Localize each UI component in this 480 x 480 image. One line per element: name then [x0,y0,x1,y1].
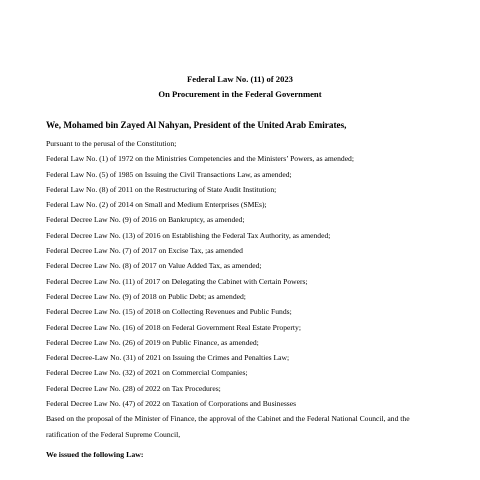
citation-line: Federal Law No. (8) of 2011 on the Restructuring of State Audit Institution; [46,184,277,194]
citation-line: Federal Decree Law No. (11) of 2017 on Delegating the Cabinet with Certain Powers; [46,276,308,286]
citation-line: Federal Decree Law No. (26) of 2019 on Public Finance, as amended; [46,337,259,347]
issued-heading: We issued the following Law: [46,449,144,459]
law-subject-heading: On Procurement in the Federal Government [158,89,322,99]
law-number-heading: Federal Law No. (11) of 2023 [187,74,293,84]
citation-line: Federal Law No. (2) of 2014 on Small and Medium Enterprises (SMEs); [46,200,267,210]
law-title [24,72,456,102]
citation-line: Federal Decree Law No. (9) of 2018 on Public Debt; as amended; [46,291,246,301]
citation-line: Federal Decree Law No. (7) of 2017 on Excise Tax, ;as amended [46,246,243,256]
citation-line: Federal Decree Law No. (8) of 2017 on Value Added Tax, as amended; [46,261,262,271]
citation-line: Federal Decree Law No. (16) of 2018 on Federal Government Real Estate Property; [46,322,301,332]
basis-paragraph: Based on the proposal of the Minister of Finance, the approval of the Cabinet and the Federal National Council, and the ratification of the Federal Supreme Council, [46,414,410,439]
citation-line: Pursuant to the perusal of the Constitution; [46,139,177,148]
citation-line: Federal Decree Law No. (15) of 2018 on Collecting Revenues and Public Funds; [46,307,292,317]
citation-line: Federal Decree Law No. (28) of 2022 on Tax Procedures; [46,383,221,393]
citation-line: Federal Decree-Law No. (31) of 2021 on Issuing the Crimes and Penalties Law; [46,353,290,363]
citation-line: Federal Decree Law No. (47) of 2022 on Taxation of Corporations and Businesses [46,399,297,409]
preamble-heading: We, Mohamed bin Zayed Al Nahyan, President of the United Arab Emirates, [46,120,347,130]
citation-line: Federal Law No. (1) of 1972 on the Ministries Competencies and the Ministers’ Powers, as amended; [46,154,354,164]
citation-line: Federal Decree Law No. (9) of 2016 on Bankruptcy, as amended; [46,215,245,225]
citation-line: Federal Law No. (5) of 1985 on Issuing the Civil Transactions Law, as amended; [46,169,292,179]
citation-line: Federal Decree Law No. (13) of 2016 on Establishing the Federal Tax Authority, as amended; [46,230,331,240]
citations-list [46,136,456,411]
citation-line: Federal Decree Law No. (32) of 2021 on Commercial Companies; [46,368,248,378]
